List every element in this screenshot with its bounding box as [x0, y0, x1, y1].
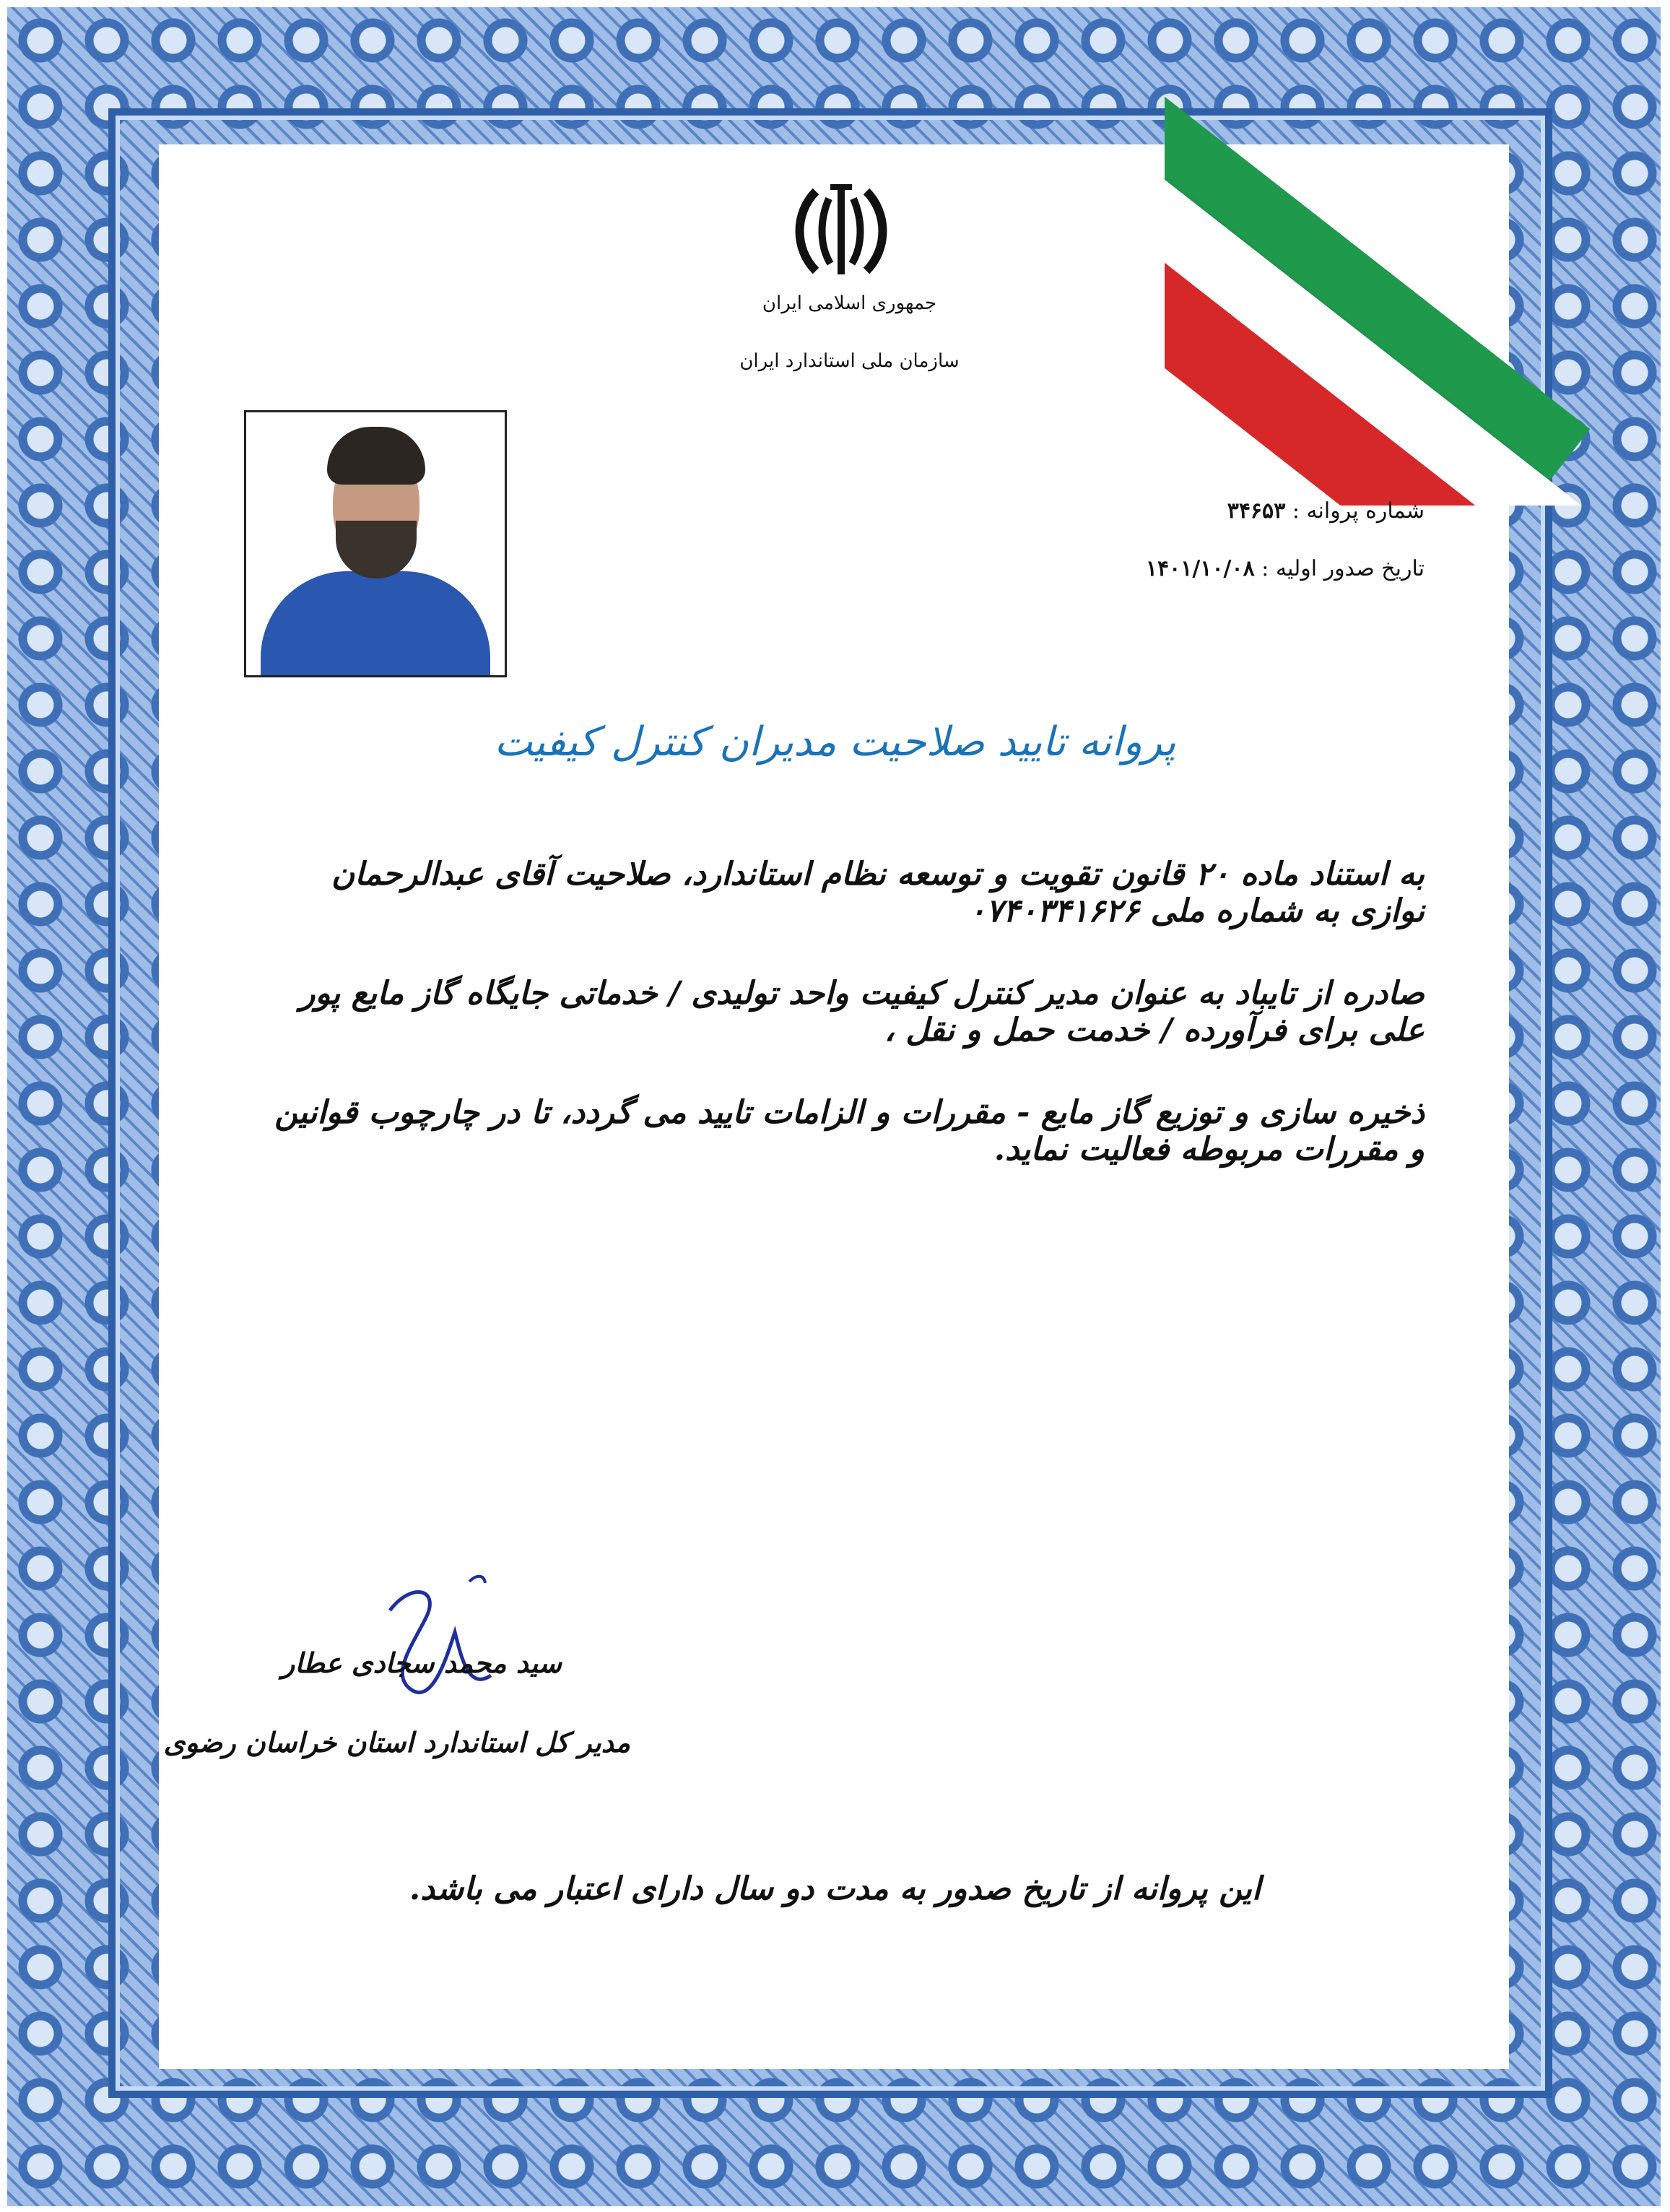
- country-name: جمهوری اسلامی ایران: [762, 292, 937, 314]
- license-number-label: شماره پروانه :: [1292, 498, 1425, 524]
- issue-date-row: [1146, 556, 1425, 581]
- validity-note: این پروانه از تاریخ صدور به مدت دو سال دارای اعتبار می باشد.: [409, 1870, 1261, 1907]
- signatory-name: سید محمد سجادی عطار: [281, 1647, 562, 1679]
- iran-flag-image: [1165, 0, 1627, 506]
- national-emblem-icon: [787, 177, 895, 285]
- license-number-row: [1227, 498, 1425, 524]
- holder-photo: [244, 410, 507, 677]
- body-line-1: به استناد ماده ۲۰ قانون تقویت و توسعه نظام استاندارد، صلاحیت آقای عبدالرحمان نوازی به شماره ملی ۰۷۴۰۳۴۱۶۲۶: [331, 856, 1425, 929]
- body-line-2: صادره از تایباد به عنوان مدیر کنترل کیفیت واحد تولیدی / خدماتی جایگاه گاز مایع پور علی برای فرآورده / خدمت حمل و نقل ،: [300, 975, 1425, 1049]
- body-line-3: ذخیره سازی و توزیع گاز مایع - مقررات و الزامات تایید می گردد، تا در چارچوب قوانین و مقررات مربوطه فعالیت نماید.: [274, 1094, 1425, 1168]
- license-number: ۳۴۶۵۳: [1227, 498, 1286, 524]
- signatory-title: مدیر کل استاندارد استان خراسان رضوی: [163, 1726, 630, 1758]
- issue-date: ۱۴۰۱/۱۰/۰۸: [1145, 556, 1255, 581]
- organization-name: سازمان ملی استاندارد ایران: [739, 350, 960, 372]
- issue-date-label: تاریخ صدور اولیه :: [1261, 556, 1425, 581]
- certificate-title: پروانه تایید صلاحیت مدیران کنترل کیفیت: [494, 719, 1176, 765]
